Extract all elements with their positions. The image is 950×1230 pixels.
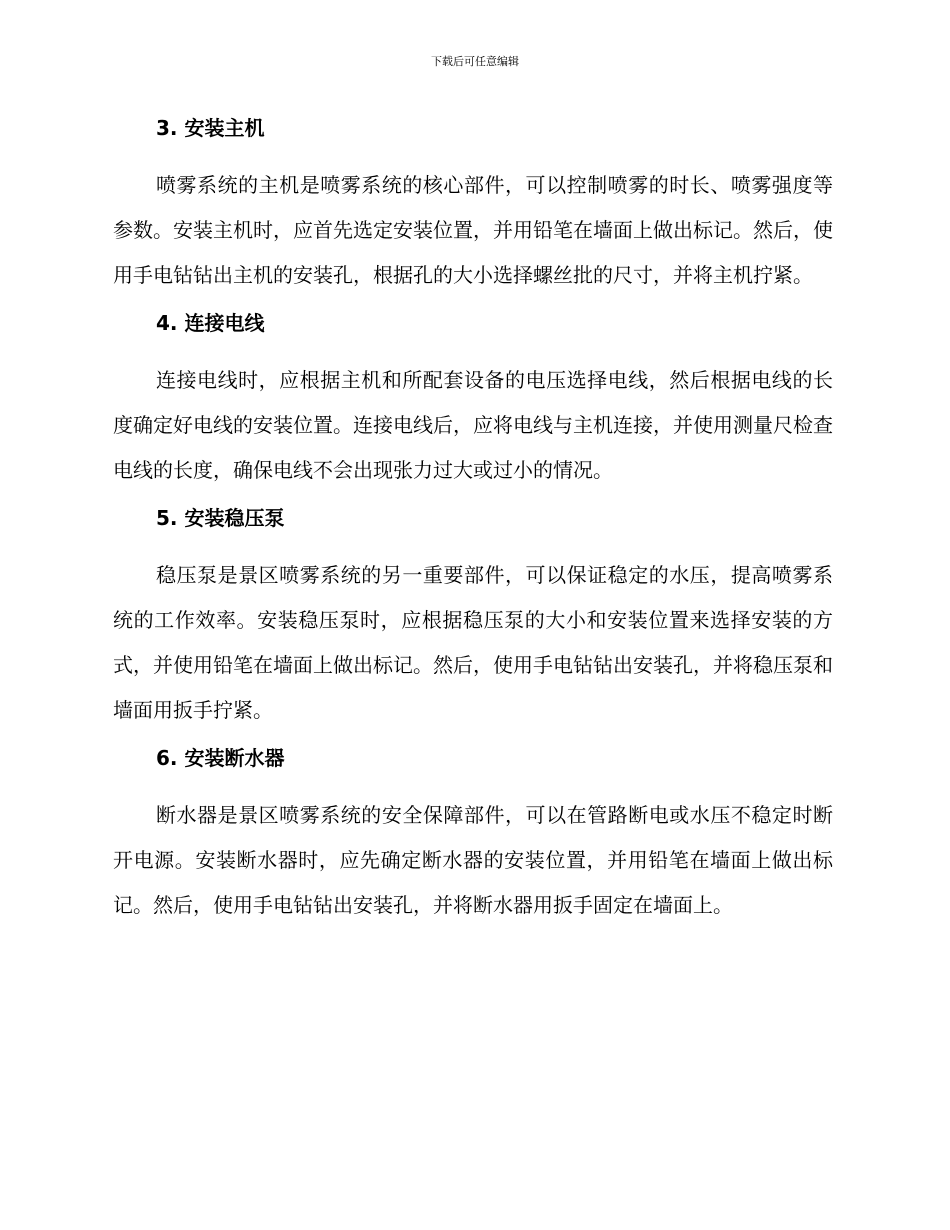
section-install-host xyxy=(113,113,833,298)
section-paragraph: 喷雾系统的主机是喷雾系统的核心部件，可以控制喷雾的时长、喷雾强度等参数。安装主机时，应首先选定安装位置，并用铅笔在墙面上做出标记。然后，使用手电钻钻出主机的安装孔，根据孔的大小选择螺丝批的尺寸，并将主机拧紧。 xyxy=(113,173,833,287)
section-heading: 4. 连接电线 xyxy=(156,311,265,335)
section-heading: 3. 安装主机 xyxy=(156,116,265,140)
section-install-pump xyxy=(113,503,833,733)
section-install-cutoff xyxy=(113,743,833,928)
section-heading: 6. 安装断水器 xyxy=(156,746,285,770)
page-header-note: 下载后可任意编辑 xyxy=(431,55,519,68)
section-paragraph: 稳压泵是景区喷雾系统的另一重要部件，可以保证稳定的水压，提高喷雾系统的工作效率。安装稳压泵时，应根据稳压泵的大小和安装位置来选择安装的方式，并使用铅笔在墙面上做出标记。然后，使用手电钻钻出安装孔，并将稳压泵和墙面用扳手拧紧。 xyxy=(113,563,833,722)
section-paragraph: 断水器是景区喷雾系统的安全保障部件，可以在管路断电或水压不稳定时断开电源。安装断水器时，应先确定断水器的安装位置，并用铅笔在墙面上做出标记。然后，使用手电钻钻出安装孔，并将断水器用扳手固定在墙面上。 xyxy=(113,803,833,917)
document-body xyxy=(113,108,833,938)
section-paragraph: 连接电线时，应根据主机和所配套设备的电压选择电线，然后根据电线的长度确定好电线的安装位置。连接电线后，应将电线与主机连接，并使用测量尺检查电线的长度，确保电线不会出现张力过大或过小的情况。 xyxy=(113,368,833,482)
section-heading: 5. 安装稳压泵 xyxy=(156,506,285,530)
section-connect-wires xyxy=(113,308,833,493)
